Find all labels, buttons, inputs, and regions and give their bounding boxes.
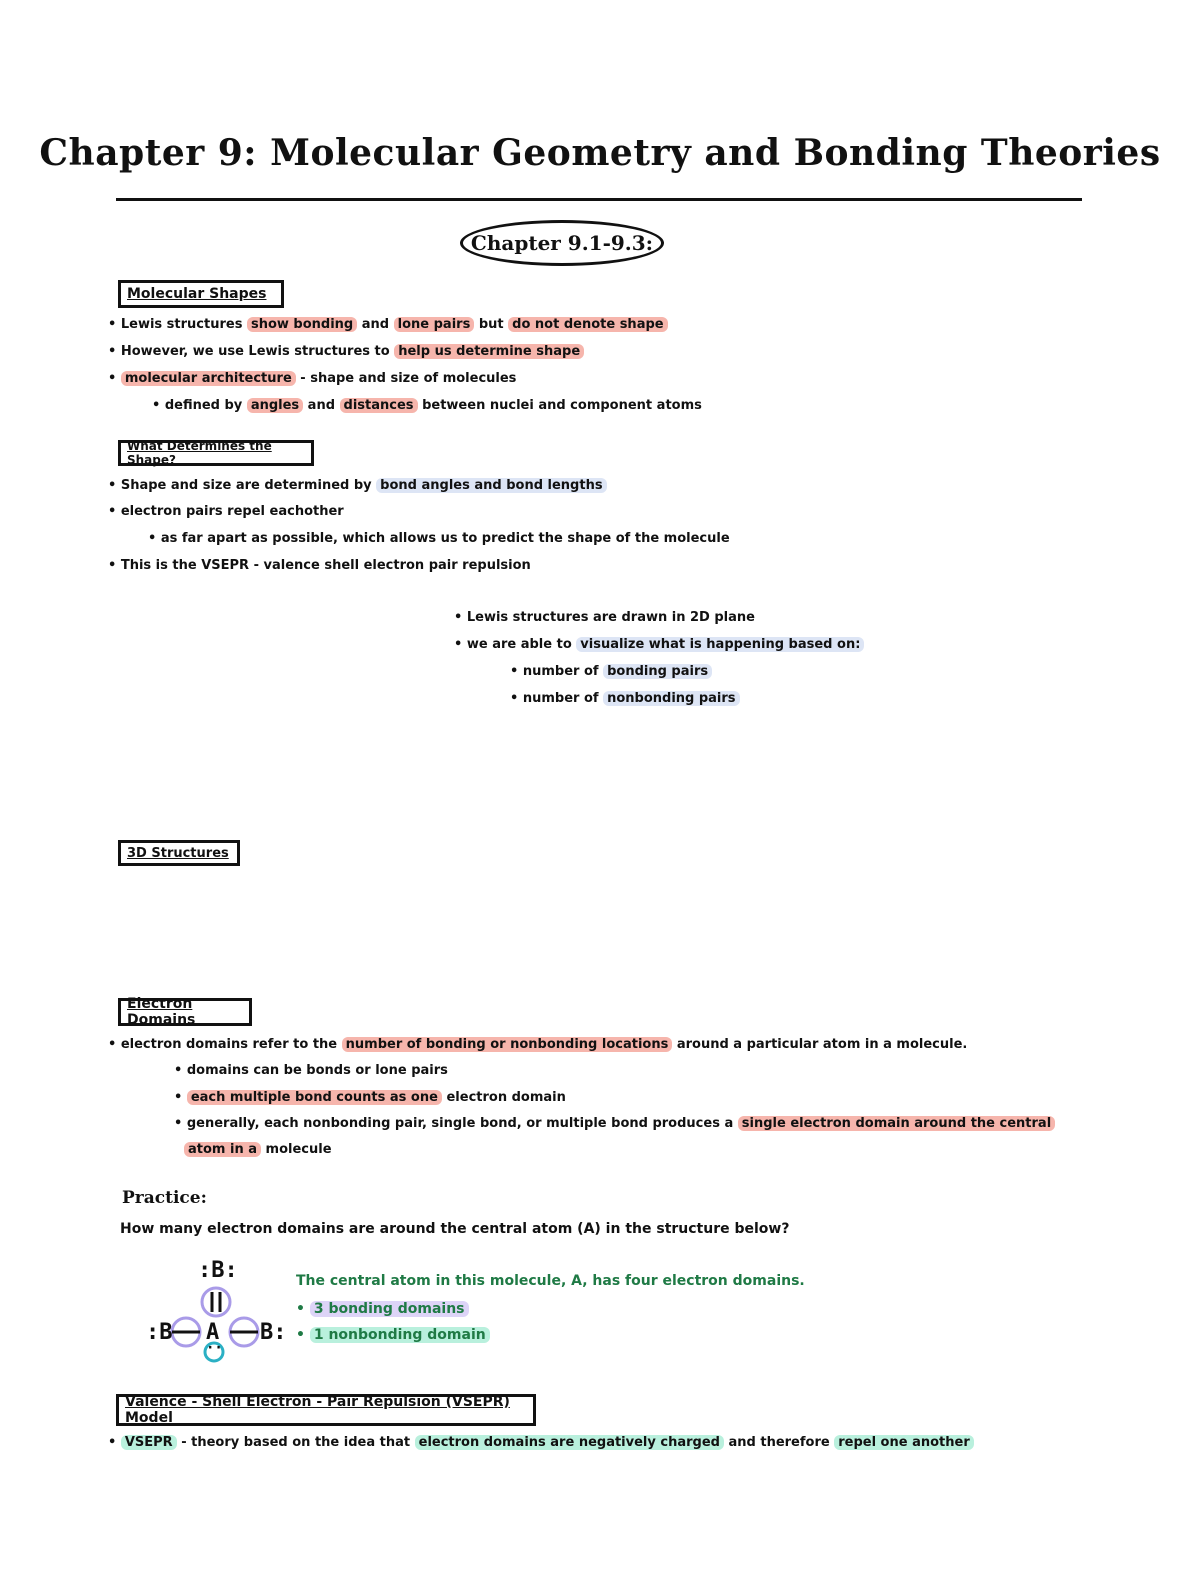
note-bonding-pairs: • number of bonding pairs — [510, 663, 712, 681]
heading-molecular-shapes: Molecular Shapes — [118, 280, 284, 308]
atom-right-b: B: — [260, 1320, 287, 1345]
bullet-vsepr-theory: • VSEPR - theory based on the idea that electron domains are negatively charged and therefore repel one another — [108, 1434, 974, 1452]
bullet-molecular-architecture: • molecular architecture - shape and size of molecules — [108, 371, 517, 386]
bullet-far-apart: • as far apart as possible, which allows us to predict the shape of the molecule — [148, 531, 730, 546]
title-underline — [116, 198, 1082, 201]
bullet-multiple-bond: • each multiple bond counts as one electron domain — [174, 1090, 566, 1105]
practice-answer: The central atom in this molecule, A, has four electron domains. — [296, 1273, 805, 1289]
bullet-generally: • generally, each nonbonding pair, single bond, or multiple bond produces a single electron domain around the central — [174, 1115, 1055, 1133]
heading-vsepr-model: Valence - Shell Electron - Pair Repulsion (VSEPR) Model — [116, 1394, 536, 1426]
note-nonbonding-pairs: • number of nonbonding pairs — [510, 690, 740, 708]
atom-left-b: :B — [146, 1320, 173, 1345]
practice-question: How many electron domains are around the central atom (A) in the structure below? — [120, 1221, 790, 1237]
heading-what-determines: What Determines the Shape? — [118, 440, 314, 466]
heading-3d-structures: 3D Structures — [118, 840, 240, 866]
note-visualize: • we are able to visualize what is happening based on: — [454, 636, 864, 654]
bullet-defined-by: • defined by angles and distances between nuclei and component atoms — [152, 398, 702, 413]
note-2d-plane: • Lewis structures are drawn in 2D plane — [454, 610, 755, 625]
answer-nonbonding: • 1 nonbonding domain — [296, 1326, 490, 1344]
bullet-domains-bonds: • domains can be bonds or lone pairs — [174, 1063, 448, 1078]
bullet-electron-pairs: • electron pairs repel eachother — [108, 504, 344, 519]
page-title: Chapter 9: Molecular Geometry and Bonding Theories — [39, 132, 1161, 174]
bullet-however: • However, we use Lewis structures to help us determine shape — [108, 343, 584, 361]
bullet-vsepr-intro: • This is the VSEPR - valence shell electron pair repulsion — [108, 558, 531, 573]
atom-center-a: A — [206, 1320, 220, 1345]
section-oval: Chapter 9.1-9.3: — [460, 220, 664, 266]
bullet-lewis-structures: • Lewis structures show bonding and lone pairs but do not denote shape — [108, 316, 668, 334]
atom-top-b: :B: — [198, 1258, 238, 1283]
practice-label: Practice: — [122, 1188, 207, 1208]
bullet-generally-cont: atom in a molecule — [184, 1141, 332, 1159]
bullet-shape-size: • Shape and size are determined by bond angles and bond lengths — [108, 477, 607, 495]
lone-pair-dots: ·· — [206, 1340, 223, 1356]
double-bond-domain-circle — [202, 1288, 230, 1316]
heading-electron-domains: Electron Domains — [118, 998, 252, 1026]
answer-bonding: • 3 bonding domains — [296, 1300, 469, 1318]
bullet-electron-domains-def: • electron domains refer to the number of bonding or nonbonding locations around a particular atom in a molecule. — [108, 1037, 968, 1052]
